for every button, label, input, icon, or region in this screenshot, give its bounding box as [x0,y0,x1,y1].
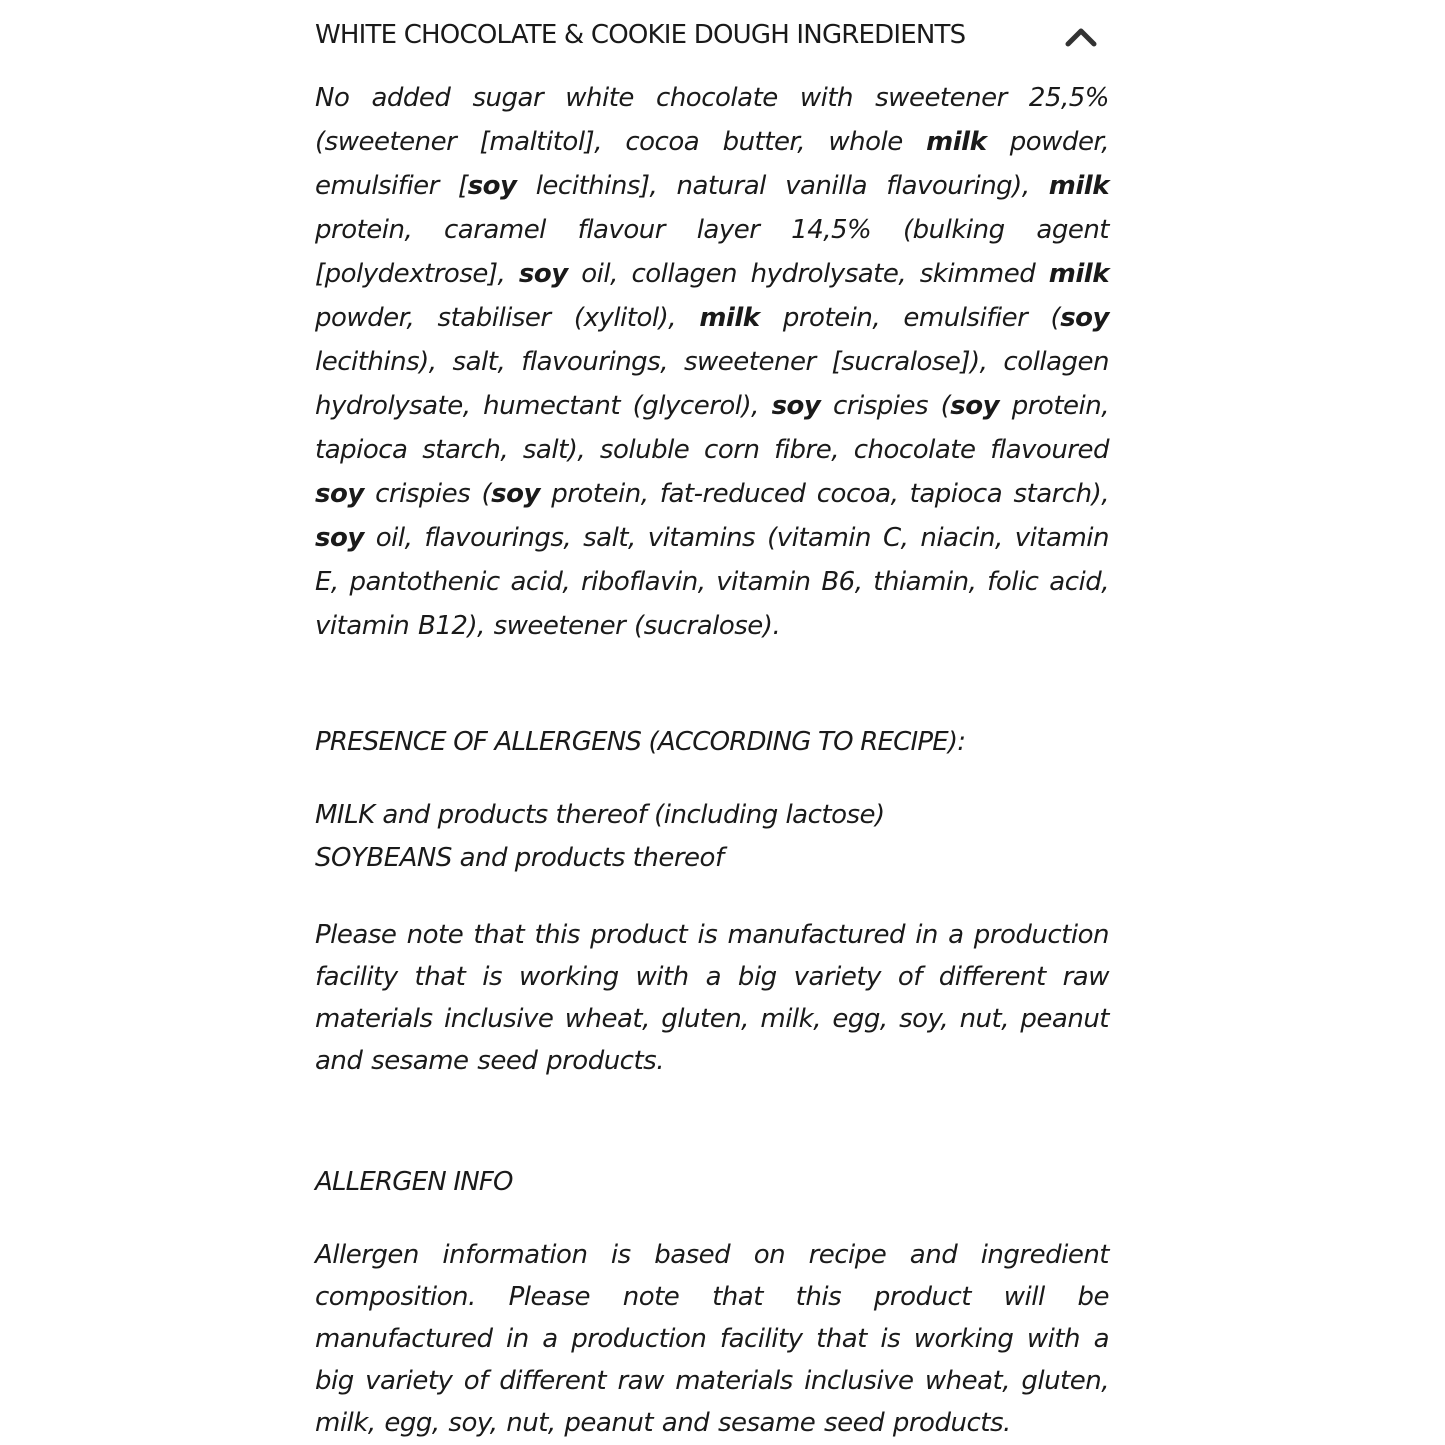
ingredient-text-segment: protein, tapioca starch, salt), soluble corn fibre, chocolate flavoured [315,391,1109,465]
facility-note: Please note that this product is manufactured in a production facility that is working with a big variety of different raw materials inclusive wheat, gluten, milk, egg, soy, nut, peanut and sesame seed products. [315,920,1109,1076]
ingredients-text [315,76,1109,648]
ingredient-text-segment: protein, emulsifier ( [759,303,1061,333]
allergen-word: soy [950,391,1000,421]
ingredient-text-segment: lecithins], natural vanilla flavouring), [516,171,1049,201]
allergen-item-milk: MILK and products thereof (including lactose) [315,800,885,830]
allergen-list [315,794,1109,880]
ingredient-text-segment: protein, caramel flavour layer 14,5% (bulking agent [polydextrose], [315,215,1109,289]
allergen-info-heading: ALLERGEN INFO [315,1167,513,1197]
allergen-word: soy [315,523,364,553]
allergen-word: milk [926,127,987,157]
allergen-word: soy [491,479,540,509]
ingredient-text-segment: crispies ( [820,391,951,421]
ingredient-text-segment: powder, stabiliser (xylitol), [315,303,700,333]
ingredient-text-segment: oil, collagen hydrolysate, skimmed [567,259,1049,289]
accordion-header[interactable] [315,0,1109,72]
allergen-word: soy [518,259,568,289]
allergen-word: soy [467,171,517,201]
ingredient-text-segment: lecithins), salt, flavourings, sweetener [sucralose]), collagen hydrolysate, humectant (glycerol), [315,347,1109,421]
chevron-up-icon[interactable] [1063,22,1099,52]
ingredient-text-segment: protein, fat-reduced cocoa, tapioca starch), [539,479,1110,509]
ingredient-text-segment: powder, emulsifier [ [315,127,1110,201]
accordion-title: WHITE CHOCOLATE & COOKIE DOUGH INGREDIENTS [315,20,966,50]
allergen-word: soy [1060,303,1109,333]
allergen-word: soy [315,479,364,509]
allergen-word: milk [1048,171,1110,201]
ingredient-text-segment: oil, flavourings, salt, vitamins (vitamin C, niacin, vitamin E, pantothenic acid, riboflavin, vitamin B6, thiamin, folic acid, vitamin B12), sweetener (sucralose). [315,523,1109,641]
allergens-heading: PRESENCE OF ALLERGENS (ACCORDING TO RECIPE): [315,727,966,757]
allergen-word: milk [1048,259,1110,289]
allergen-item-soybeans: SOYBEANS and products thereof [315,843,724,873]
allergen-word: soy [771,391,821,421]
allergen-word: milk [699,303,760,333]
ingredients-panel [315,0,1110,1438]
allergen-info-text: Allergen information is based on recipe and ingredient composition. Please note that this product will be manufactured in a production facility that is working with a big variety of different raw materials inclusive wheat, gluten, milk, egg, soy, nut, peanut and sesame seed products. [315,1240,1109,1438]
ingredient-text-segment: crispies ( [363,479,492,509]
ingredient-text-segment: No added sugar white chocolate with sweetener 25,5% (sweetener [maltitol], cocoa butter, whole [315,83,1109,157]
